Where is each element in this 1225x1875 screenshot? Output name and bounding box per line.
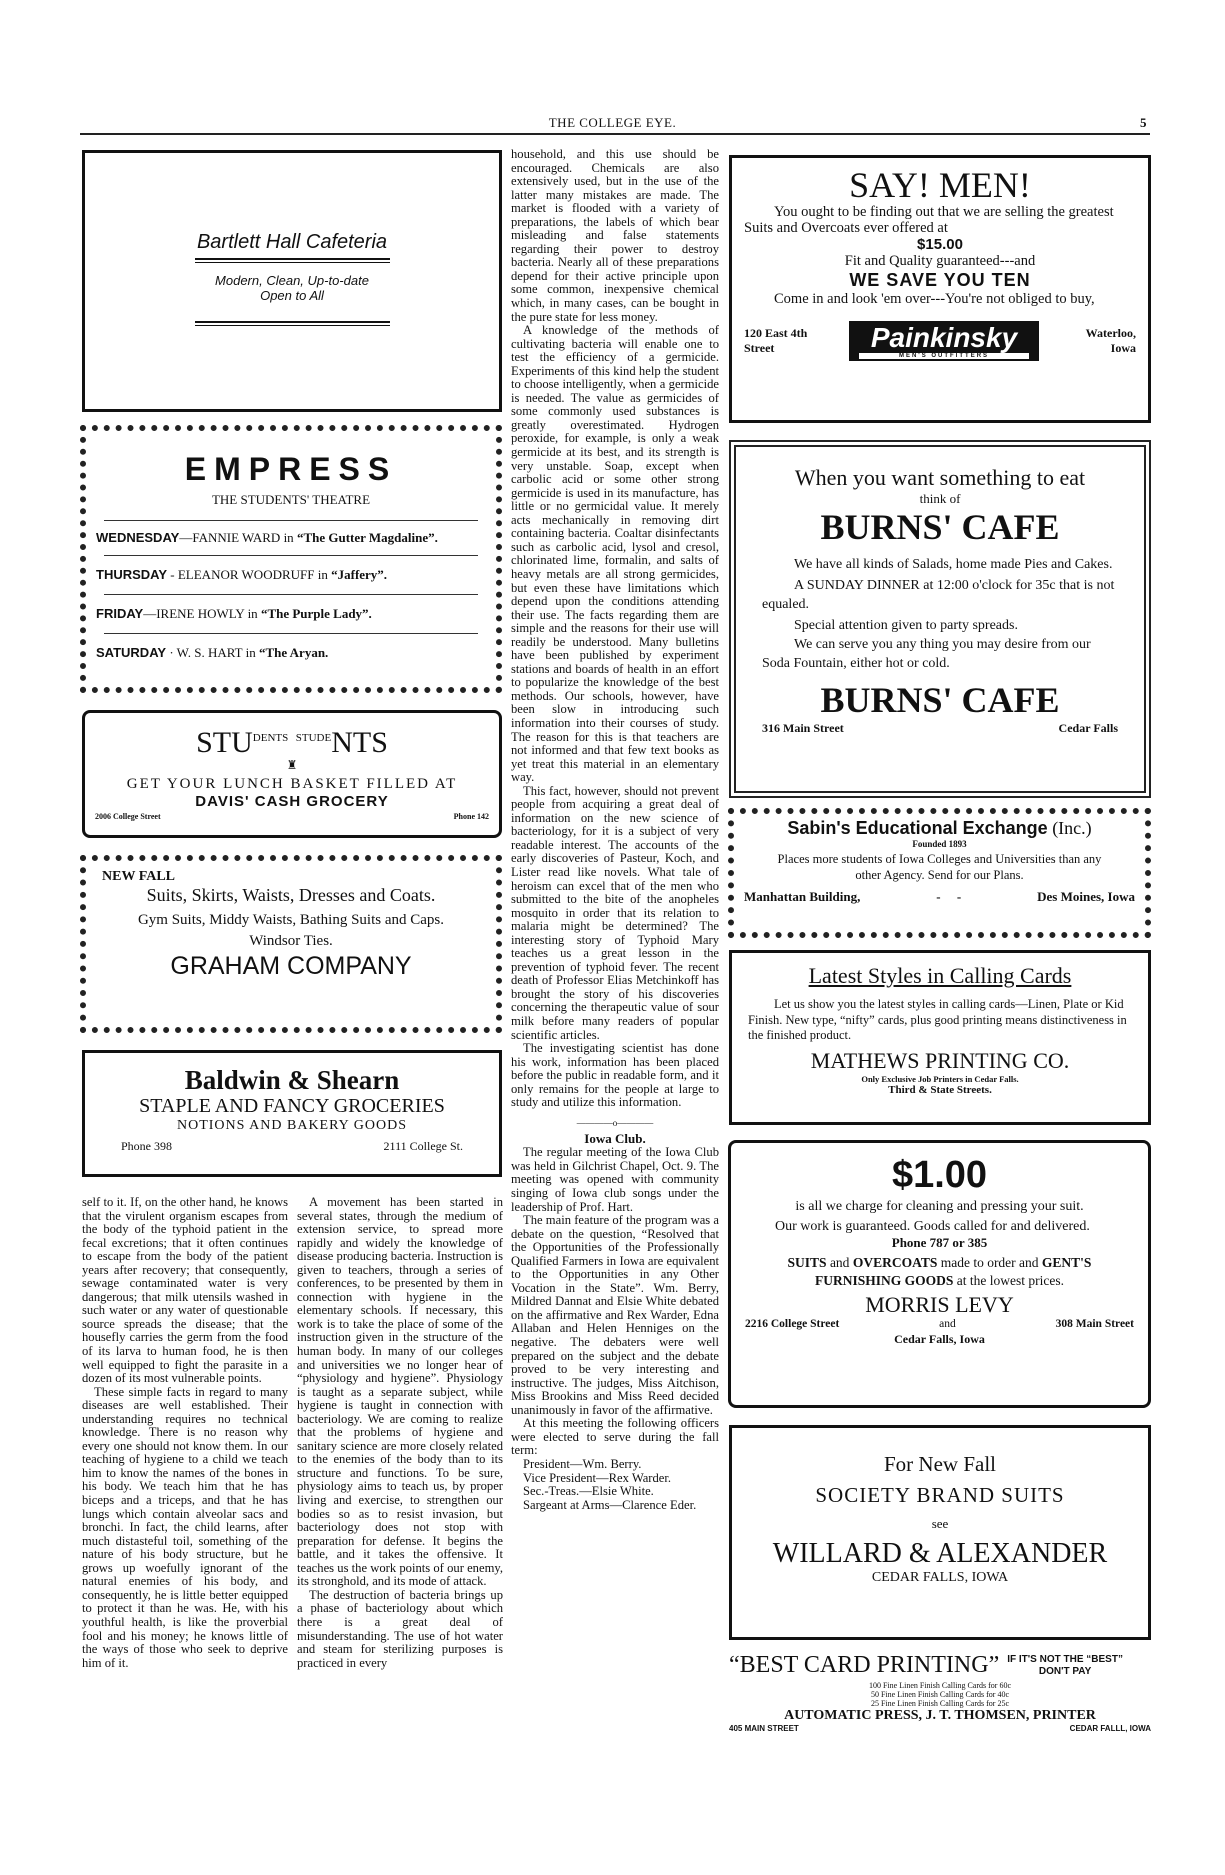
paragraph: This fact, however, should not prevent people from acquiring a great deal of information on the new science of bacteriology, for it is a subject of very readable interest. The accounts of the early discoveries of Pasteur, Koch, and Lister read like novels. What tale of heroism can excel that of the men who submitted to the bite of the anopheles mosquito in order that its relation to malaria might be determined? The interesting story of Typhoid Mary teaches us a great lesson in the prevention of typhoid fever. The recent death of Professor Elias Metchinkoff has brought the story of his discoveries concerning the therapeutic value of sour milk before many readers of popular scientific articles. — [511, 783, 719, 1042]
price-line: 50 Fine Linen Finish Calling Cards for 40c — [871, 1690, 1009, 1699]
day-label: SATURDAY — [96, 645, 167, 660]
paragraph: household, and this use should be encouraged. Chemicals are also extensively used, but in the use of the latter many mistakes are made. The market is flooded with a variety of preparations, the labels of which bear misleading and false statements regarding their power to destroy bacteria. Nearly all of these preparations depend for their active principle upon some common, inexpensive chemical which, in many cases, can be bought in the pure state for less money. — [511, 147, 719, 324]
text: at the lowest prices. — [953, 1273, 1064, 1288]
film-title: “Jaffery”. — [331, 567, 388, 582]
performer: · W. S. HART in — [166, 645, 259, 660]
baldwin-name: Baldwin & Shearn — [184, 1065, 400, 1095]
schedule-thursday — [96, 562, 486, 588]
thomsen-side1: IF IT'S NOT THE “BEST” — [1007, 1653, 1123, 1665]
ad-bartlett-hall — [82, 150, 502, 412]
divider — [104, 633, 478, 634]
sabin-heading — [744, 818, 1135, 839]
film-title: “The Gutter Magdaline”. — [296, 530, 438, 545]
section-separator: ――――o―――― — [576, 1117, 654, 1128]
burns-p3: Special attention given to party spreads. — [794, 618, 1018, 633]
officer-line: Vice President—Rex Warder. — [523, 1470, 672, 1485]
willard-line2: SOCIETY BRAND SUITS — [815, 1483, 1065, 1507]
sabin-body: Places more students of Iowa Colleges and Universities than any other Agency. Send for our Plans. — [777, 852, 1102, 882]
graham-name: GRAHAM COMPANY — [170, 952, 412, 980]
day-label: THURSDAY — [96, 567, 168, 582]
basket-icon: ♜ — [286, 758, 298, 772]
ad-graham-company — [80, 855, 502, 1033]
graham-line2: Gym Suits, Middy Waists, Bathing Suits and Caps. — [137, 912, 445, 928]
graham-line3: Windsor Ties. — [249, 933, 333, 949]
sabin-inc: (Inc.) — [1052, 818, 1092, 838]
levy-line2: Our work is guaranteed. Goods called for and delivered. — [775, 1219, 1090, 1234]
divider — [195, 321, 390, 326]
levy-address2: 308 Main Street — [1055, 1318, 1134, 1330]
willard-line1: For New Fall — [884, 1452, 996, 1476]
thomsen-name: AUTOMATIC PRESS, J. T. THOMSEN, PRINTER — [784, 1708, 1096, 1723]
paragraph: The destruction of bacteria brings up a phase of bacteriology about which there is a great deal of misunderstanding. The use of hot water and steam for sterilizing purposes is practiced in every — [297, 1587, 503, 1670]
levy-line3 — [745, 1254, 1134, 1290]
thomsen-address: 405 MAIN STREET — [729, 1724, 799, 1733]
bartlett-line1: Modern, Clean, Up-to-date — [215, 273, 369, 288]
levy-price: $1.00 — [891, 1154, 988, 1196]
levy-name: MORRIS LEVY — [865, 1292, 1014, 1317]
text: and — [826, 1255, 853, 1270]
thomsen-city: CEDAR FALLL, IOWA — [1069, 1724, 1151, 1733]
text: SUITS — [787, 1255, 827, 1270]
sabin-address: Manhattan Building, — [744, 889, 861, 904]
schedule-saturday — [96, 640, 486, 666]
baldwin-phone: Phone 398 — [121, 1139, 172, 1153]
text: GENT'S FURNISHING GOODS — [815, 1255, 1092, 1288]
iowa-club-heading: Iowa Club. — [584, 1130, 646, 1146]
burns-p4: We can serve you any thing you may desire from our Soda Fountain, either hot or cold. — [762, 637, 1091, 671]
paragraph: The regular meeting of the Iowa Club was held in Gilchrist Chapel, Oct. 9. The meeting was opened with community singing of Iowa club songs under the leadership of Prof. Hart. — [511, 1145, 719, 1214]
performer: - ELEANOR WOODRUFF in — [167, 567, 332, 582]
bartlett-line2: Open to All — [260, 288, 324, 303]
mathews-body: Let us show you the latest styles in calling cards—Linen, Plate or Kid Finish. New type, “nifty” cards, plus good printing means distinctiveness in the finished product. — [748, 997, 1127, 1042]
say-men-headline: SAY! MEN! — [849, 165, 1031, 205]
logo-subtext: MEN'S OUTFITTERS — [859, 353, 1029, 359]
ad-mathews-printing — [729, 950, 1151, 1125]
newspaper-title: THE COLLEGE EYE. — [548, 115, 677, 130]
burns-address: 316 Main Street — [762, 721, 844, 735]
baldwin-address: 2111 College St. — [383, 1139, 463, 1153]
bartlett-name: Bartlett Hall Cafeteria — [196, 231, 388, 253]
article-column-1 — [82, 1196, 288, 1670]
divider — [104, 520, 478, 521]
davis-name: DAVIS' CASH GROCERY — [195, 793, 389, 810]
day-label: WEDNESDAY — [96, 530, 180, 545]
students-big-right: NTS — [331, 726, 388, 759]
painkinsky-city: Waterloo, Iowa — [1085, 326, 1136, 355]
page-number: 5 — [1140, 115, 1147, 130]
graham-line1: Suits, Skirts, Waists, Dresses and Coats. — [146, 885, 436, 905]
ad-burns-cafe — [729, 440, 1151, 798]
davis-address: 2006 College Street — [95, 812, 161, 821]
divider — [104, 594, 478, 595]
ad-morris-levy — [728, 1140, 1151, 1408]
article-column-2 — [297, 1196, 503, 1670]
divider — [104, 555, 478, 556]
officer-line: Sec.-Treas.—Elsie White. — [523, 1484, 654, 1499]
levy-city: Cedar Falls, Iowa — [894, 1332, 985, 1346]
sabin-city: Des Moines, Iowa — [1037, 889, 1135, 904]
mathews-name: MATHEWS PRINTING CO. — [810, 1047, 1070, 1073]
students-small-right: STUDE — [295, 732, 332, 744]
graham-kicker: NEW FALL — [102, 869, 175, 884]
burns-p1: We have all kinds of Salads, home made Pies and Cakes. — [794, 557, 1113, 572]
levy-address1: 2216 College Street — [745, 1318, 840, 1330]
paragraph: A knowledge of the methods of cultivating bacteria will enable one to test the efficiency of a germicide. Experiments of this kind help the student to choose intelligently, when a germicide is needed. The value as germicides of some commonly used substances is greatly overestimated. Hydrogen peroxide, for example, is only a weak germicide at its best, and its strength is very unstable. Soap, except when carbolic acid or some other strong germicide is used in its manufacture, has little or no germicidal value. It merely acts mechanically in removing dirt containing bacteria. Coaltar disinfectants such as carbolic acid, lysol and cresol, chlorinated lime, formalin, and salts of heavy metals are all strong germicides, but even these have limitations which depend upon the conditions attending their use. The facts regarding them are simple and the reasons for their use will readily be understood. Many bulletins have been published by experiment stations and boards of health in an effort to popularize the knowledge of the best methods. Our schools, however, have been slow in introducing such information into their courses of study. The reason for this is that teachers are not informed and that few text books as yet treat this material in an elementary way. — [511, 323, 719, 785]
ad-painkinsky — [729, 155, 1151, 423]
baldwin-line1: STAPLE AND FANCY GROCERIES — [139, 1095, 445, 1117]
paragraph: These simple facts in regard to many diseases are well established. Their understanding requires no technical knowledge. There is no reason why every one should not know them. In our teaching of hygiene to a child we teach him to know the names of the bones in his body. We teach him that he has biceps and a triceps, and that he has lungs which contain alveolar sacs and bronchi. In fact, the child learns, after much distasteful toil, something of the nature of his body structure, but he grows up woefully ignorant of the natural enemies of his body, and consequently, he is little better equipped to protect it than he was. He, with his youthful health, is like the proverbial fool and his money; he knows little of the ways of those who seek to deprive him of it. — [82, 1384, 288, 1670]
logo-text: Painkinsky — [870, 322, 1018, 353]
empress-name: EMPRESS — [184, 451, 398, 487]
text: made to order and — [937, 1255, 1042, 1270]
students-heading — [95, 721, 489, 760]
davis-phone: Phone 142 — [453, 812, 489, 821]
sabin-dashes: - - — [936, 889, 962, 904]
willard-city: CEDAR FALLS, IOWA — [871, 1570, 1009, 1585]
price-line: 25 Fine Linen Finish Calling Cards for 25c — [871, 1699, 1009, 1708]
willard-name: WILLARD & ALEXANDER — [772, 1538, 1108, 1569]
paragraph: A movement has been started in several states, through the medium of extension service, to spread more rapidly and widely the knowledge of disease producing bacteria. Instruction is given to teachers, through a series of conferences, to be presented by them in connection with hygiene in the elementary schools. If necessary, this work is to take the place of some of the instruction given in the structure of the human body. In many of our colleges and universities we no longer hear of “physiology and hygiene”. Physiology is taught as a separate subject, while hygiene is taught in connection with bacteriology. We are coming to realize that the problems of hygiene and sanitary science are more closely related to the enemies of the body than to its structure and functions. To be sure, physiology aims to teach us, by proper living and exercise, to strengthen our bodies so as to resist invasion, but bacteriology does not stop with preparation for defense. It begins the battle, and it takes the offensive. It teaches us the work points of our enemy, its stronghold, and its mode of attack. — [297, 1195, 503, 1589]
mathews-tagline: Only Exclusive Job Printers in Cedar Falls. — [861, 1073, 1019, 1084]
levy-phone: Phone 787 or 385 — [891, 1235, 988, 1250]
willard-see: see — [931, 1516, 949, 1531]
mathews-head: Latest Styles in Calling Cards — [808, 963, 1072, 988]
paragraph: At this meeting the following officers were elected to serve during the fall term: — [511, 1416, 719, 1458]
burns-p2: A SUNDAY DINNER at 12:00 o'clock for 35c that is not equaled. — [762, 578, 1115, 612]
students-small-left: DENTS — [252, 732, 289, 744]
separator-mark: o — [612, 1117, 618, 1128]
burns-think: think of — [919, 491, 961, 506]
painkinsky-price: $15.00 — [917, 236, 963, 253]
paragraph: self to it. If, on the other hand, he knows that the virulent organism escapes from the body of the typhoid patient in the fecal excretions; that it often continues to escape from the body of the patient years after recovery; that consequently, sewage contaminated water is very dangerous; that milk utensils washed in such water or any water of questionable source spreads the disease; that the housefly carries the germ from the food of its larva to human food, he is then well equipped to fight the parasite in a dozen of its most vulnerable points. — [82, 1195, 288, 1386]
burns-head: When you want something to eat — [794, 465, 1086, 490]
day-label: FRIDAY — [96, 606, 144, 621]
levy-and: and — [939, 1318, 956, 1330]
ad-willard-alexander — [729, 1425, 1151, 1640]
divider — [195, 258, 390, 263]
painkinsky-body1: You ought to be finding out that we are selling the greatest Suits and Overcoats ever offered at — [744, 204, 1114, 236]
burns-name: BURNS' CAFE — [820, 507, 1060, 547]
text: OVERCOATS — [852, 1255, 938, 1270]
burns-name-footer: BURNS' CAFE — [820, 680, 1060, 720]
schedule-wednesday — [96, 527, 486, 549]
ad-empress-theatre — [80, 425, 502, 693]
price-line: 100 Fine Linen Finish Calling Cards for 60c — [869, 1681, 1011, 1690]
painkinsky-body3: Come in and look 'em over---You're not obliged to buy, — [774, 291, 1095, 307]
paragraph: The main feature of the program was a debate on the question, “Resolved that the Opportunities of the Professionally Qualified Farmers in Iowa are equivalent to the Opportunities in any Other Vocation in the State”. Wm. Berry, Mildred Dannat and Elsie White debated on the affirmative and Rex Warder, Edna Allaban and Helen Henniges on the negative. The debaters were well prepared on the subject and the debate proved to be very interesting and instructive. The judges, Miss Aitchison, Miss Brookins and Miss Reed decided unanimously in favor of the affirmative. — [511, 1213, 719, 1417]
paragraph: The investigating scientist has done his work, information has been placed before the public in readable form, and it only remains for the people at large to study and utilize this information. — [511, 1041, 719, 1110]
painkinsky-logo — [849, 321, 1039, 361]
painkinsky-body2: Fit and Quality guaranteed---and — [844, 253, 1036, 269]
sabin-founded: Founded 1893 — [912, 839, 967, 849]
performer: —IRENE HOWLY in — [143, 606, 261, 621]
ad-thomsen-printer — [729, 1652, 1151, 1733]
painkinsky-address: 120 East 4th Street — [744, 326, 808, 355]
baldwin-line2: NOTIONS AND BAKERY GOODS — [177, 1118, 407, 1133]
sabin-name: Sabin's Educational Exchange — [787, 818, 1048, 838]
mathews-address: Third & State Streets. — [888, 1083, 992, 1096]
thomsen-side2: DON'T PAY — [1038, 1665, 1092, 1677]
ad-davis-cash-grocery — [82, 710, 502, 838]
levy-line1: is all we charge for cleaning and pressing your suit. — [795, 1199, 1084, 1214]
film-title: “The Purple Lady”. — [260, 606, 372, 621]
ad-baldwin-shearn — [82, 1050, 502, 1177]
schedule-friday — [96, 601, 486, 627]
painkinsky-save: WE SAVE YOU TEN — [849, 270, 1031, 290]
film-title: “The Aryan. — [258, 645, 329, 660]
thomsen-head: “BEST CARD PRINTING” — [729, 1652, 1000, 1678]
officer-line: Sargeant at Arms—Clarence Eder. — [523, 1497, 697, 1512]
performer: —FANNIE WARD in — [179, 530, 297, 545]
ad-sabins-exchange — [728, 808, 1151, 938]
students-big-left: STU — [196, 726, 253, 759]
empress-subtitle: THE STUDENTS' THEATRE — [211, 492, 371, 507]
officer-line: President—Wm. Berry. — [523, 1456, 642, 1471]
article-column-middle — [511, 148, 719, 1512]
davis-tagline: GET YOUR LUNCH BASKET FILLED AT — [126, 776, 458, 792]
burns-city: Cedar Falls — [1058, 721, 1118, 735]
header-rule — [80, 133, 1150, 135]
